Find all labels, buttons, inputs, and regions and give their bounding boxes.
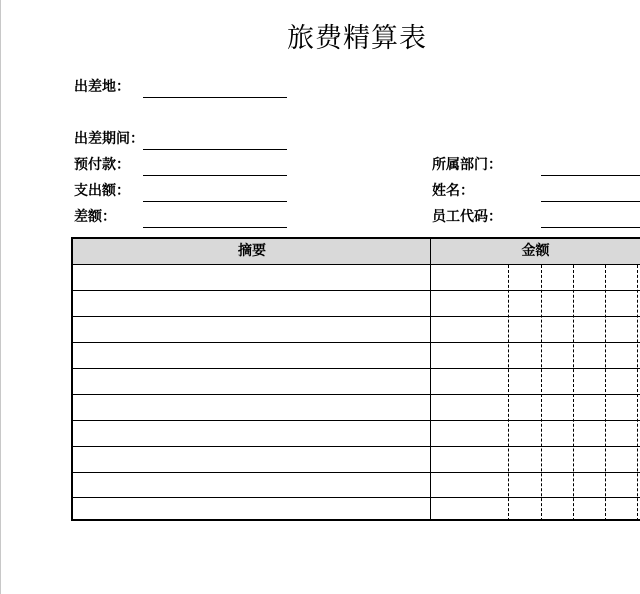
column-divider <box>430 239 431 521</box>
row-separator <box>73 394 640 395</box>
advance-label: 预付款： <box>74 157 130 173</box>
period-label: 出差期间： <box>74 131 144 147</box>
row-separator <box>73 368 640 369</box>
page-title: 旅费精算表 <box>287 23 427 54</box>
destination-label: 出差地： <box>74 79 130 95</box>
row-separator <box>73 342 640 343</box>
amount-digit-divider <box>573 265 574 521</box>
amount-digit-divider <box>541 265 542 521</box>
difference-label: 差额： <box>74 209 116 225</box>
expense-label: 支出额： <box>74 183 130 199</box>
row-separator <box>73 420 640 421</box>
department-label: 所属部门： <box>432 157 502 173</box>
page-border <box>0 0 1 594</box>
row-separator <box>73 472 640 473</box>
row-separator <box>73 290 640 291</box>
header-summary: 摘要 <box>238 243 266 259</box>
employee-code-label: 员工代码： <box>432 209 502 225</box>
destination-field[interactable] <box>143 97 287 98</box>
row-separator <box>73 316 640 317</box>
department-field[interactable] <box>541 175 640 176</box>
expense-table <box>71 237 640 521</box>
employee-code-field[interactable] <box>541 227 640 228</box>
amount-digit-divider <box>508 265 509 521</box>
period-field[interactable] <box>143 149 287 150</box>
difference-field[interactable] <box>143 227 287 228</box>
name-label: 姓名： <box>432 183 474 199</box>
advance-field[interactable] <box>143 175 287 176</box>
amount-digit-divider <box>637 265 638 521</box>
name-field[interactable] <box>541 201 640 202</box>
amount-digit-divider <box>605 265 606 521</box>
row-separator <box>73 497 640 498</box>
expense-field[interactable] <box>143 201 287 202</box>
row-separator <box>73 446 640 447</box>
header-amount: 金额 <box>521 243 550 259</box>
table-header <box>73 239 640 265</box>
